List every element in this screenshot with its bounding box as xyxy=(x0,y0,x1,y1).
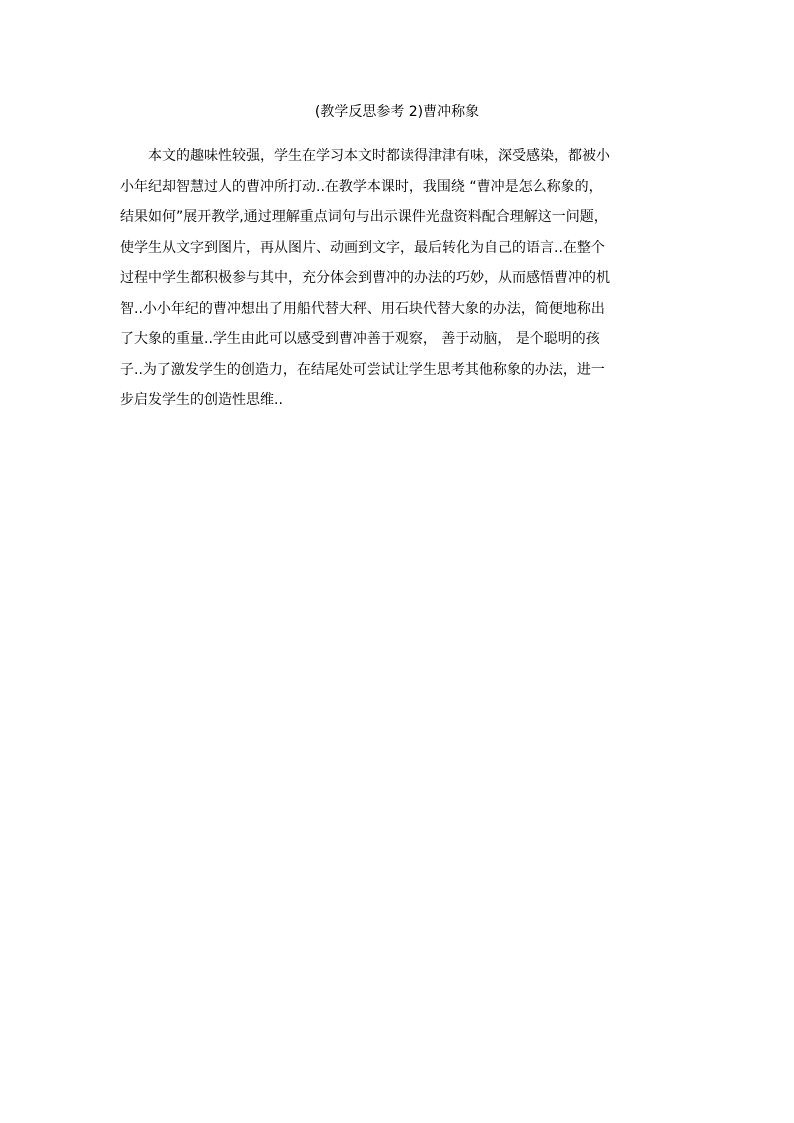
paragraph-line: 本文的趣味性较强，学生在学习本文时都读得津津有味，深受感染，都被小 xyxy=(148,148,610,164)
paragraph-line: 了大象的重量..学生由此可以感受到曹冲善于观察， 善于动脑， 是个聪明的孩 xyxy=(120,331,600,347)
paragraph-line: 小年纪却智慧过人的曹冲所打动..在教学本课时，我围绕 “曹冲是怎么称象的， xyxy=(120,178,603,195)
paragraph-line: 智..小小年纪的曹冲想出了用船代替大秤、用石块代替大象的办法，简便地称出 xyxy=(120,300,605,317)
paragraph-line: 子..为了激发学生的创造力，在结尾处可尝试让学生思考其他称象的办法，进一 xyxy=(120,361,605,378)
paragraph-line: 过程中学生都积极参与其中，充分体会到曹冲的办法的巧妙，从而感悟曹冲的机 xyxy=(120,270,610,286)
paragraph-line: 步启发学生的创造性思维.. xyxy=(120,392,283,408)
document-paragraph xyxy=(120,146,680,421)
paragraph-line: 使学生从文字到图片，再从图片、动画到文字，最后转化为自己的语言..在整个 xyxy=(120,239,605,256)
paragraph-line: 结果如何”展开教学,通过理解重点词句与出示课件光盘资料配合理解这一问题， xyxy=(120,209,608,225)
document-title: (教学反思参考 2)曹冲称象 xyxy=(314,104,480,120)
